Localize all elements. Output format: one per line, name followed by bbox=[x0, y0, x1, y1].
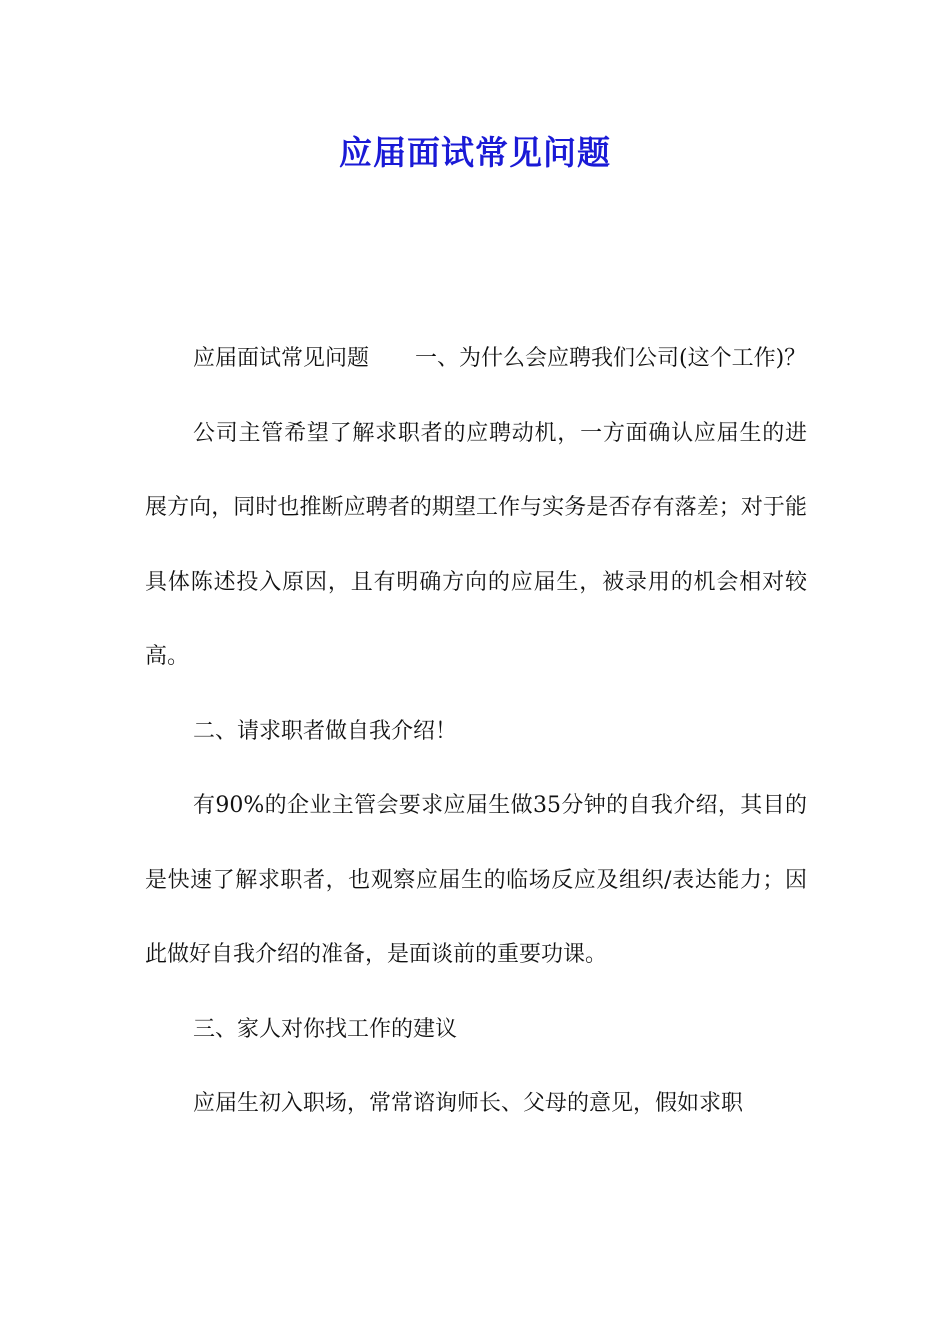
paragraph-5: 三、家人对你找工作的建议 bbox=[193, 1016, 458, 1042]
paragraph-3: 二、请求职者做自我介绍！ bbox=[193, 718, 458, 744]
paragraph-4: 有90%的企业主管会要求应届生做35分钟的自我介绍，其目的是快速了解求职者，也观察应届生的临场反应及组织/表达能力；因此做好自我介绍的准备，是面谈前的重要功课。 bbox=[145, 793, 807, 967]
paragraph-1 bbox=[145, 322, 807, 397]
paragraph-2: 公司主管希望了解求职者的应聘动机，一方面确认应届生的进展方向，同时也推断应聘者的期望工作与实务是否存有落差；对于能具体陈述投入原因，且有明确方向的应届生，被录用的机会相对较高。 bbox=[145, 420, 807, 669]
document-body bbox=[145, 322, 807, 1142]
paragraph-6: 应届生初入职场，常常谘询师长、父母的意见，假如求职 bbox=[193, 1091, 744, 1116]
paragraph-1-text: 一、为什么会应聘我们公司(这个工作)？ bbox=[415, 346, 807, 371]
paragraph-1-lead: 应届面试常见问题 bbox=[193, 346, 370, 371]
document-title: 应届面试常见问题 bbox=[339, 133, 611, 172]
